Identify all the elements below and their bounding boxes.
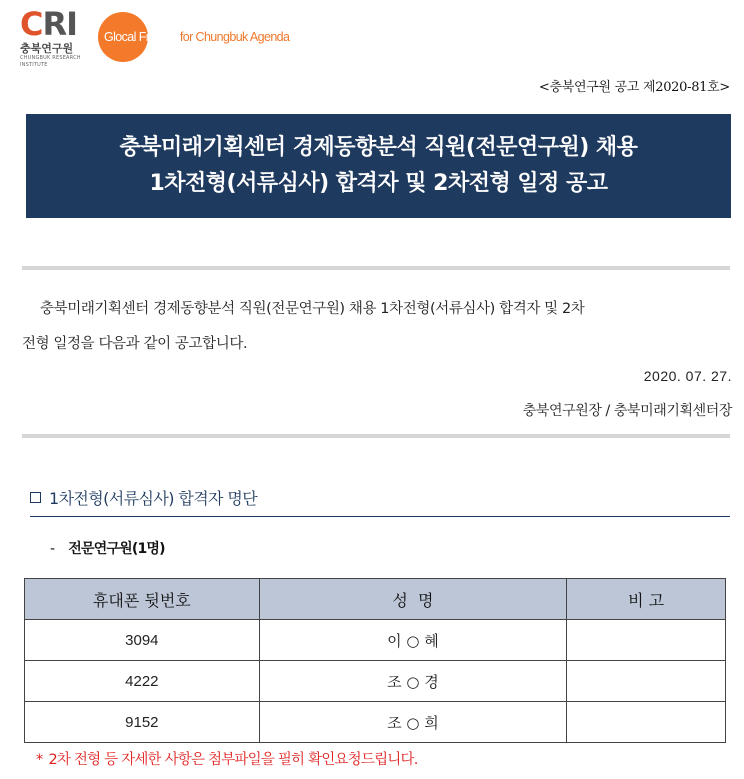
header-name: 성 명 <box>259 579 567 620</box>
header-phone: 휴대폰 뒷번호 <box>25 579 260 620</box>
cell-phone: 3094 <box>25 620 260 661</box>
title-line-2: 1차전형(서류심사) 합격자 및 2차전형 일정 공고 <box>149 171 608 196</box>
table-row <box>25 661 726 702</box>
sub-heading-text: 전문연구원(1명) <box>68 541 165 557</box>
table-row <box>25 702 726 743</box>
glocal-frontier-logo <box>98 12 298 64</box>
table-header-row <box>25 579 726 620</box>
slogan-circle-part: Glocal Frontier <box>104 30 177 44</box>
signer: 충북연구원장 / 충북미래기획센터장 <box>522 403 732 419</box>
cell-phone: 4222 <box>25 661 260 702</box>
notice-date: 2020. 07. 27. <box>643 368 732 384</box>
sub-heading <box>50 538 165 558</box>
divider-bottom <box>22 434 730 438</box>
intro-line-1: 충북미래기획센터 경제동향분석 직원(전문연구원) 채용 1차전형(서류심사) 합격자 및 2차 <box>40 301 585 317</box>
cell-note <box>567 702 726 743</box>
notice-number: <충북연구원 공고 제2020-81호> <box>538 80 730 95</box>
footnote-text: 2차 전형 등 자세한 사항은 첨부파일을 필히 확인요청드립니다. <box>48 752 418 768</box>
cell-note <box>567 620 726 661</box>
cri-logo-korean-name: 충북연구원 <box>20 42 74 55</box>
cell-name: 이 ○ 혜 <box>259 620 567 661</box>
cell-name: 조 ○ 희 <box>259 702 567 743</box>
header-note: 비 고 <box>567 579 726 620</box>
result-table <box>24 578 726 743</box>
cri-logo-english-name: CHUNGBUK RESEARCH INSTITUTE <box>20 55 81 68</box>
section-rule <box>30 516 730 517</box>
checkbox-square-icon <box>30 492 41 503</box>
cri-logo <box>20 5 94 68</box>
footnote <box>36 748 418 769</box>
table-row <box>25 620 726 661</box>
dash-bullet-icon: - <box>50 541 55 557</box>
section-title: 1차전형(서류심사) 합격자 명단 <box>49 489 258 508</box>
title-banner <box>26 114 731 218</box>
intro-paragraph <box>22 292 732 362</box>
cell-note <box>567 661 726 702</box>
section-heading <box>30 486 257 509</box>
divider-top <box>22 266 730 270</box>
cell-phone: 9152 <box>25 702 260 743</box>
slogan-rest: for Chungbuk Agenda <box>176 30 290 44</box>
cri-logo-word: CRI <box>20 5 78 43</box>
intro-line-2: 전형 일정을 다음과 같이 공고합니다. <box>22 336 248 352</box>
asterisk-icon: * <box>36 752 43 768</box>
slogan-text <box>104 30 289 44</box>
cell-name: 조 ○ 경 <box>259 661 567 702</box>
title-line-1: 충북미래기획센터 경제동향분석 직원(전문연구원) 채용 <box>119 135 638 160</box>
